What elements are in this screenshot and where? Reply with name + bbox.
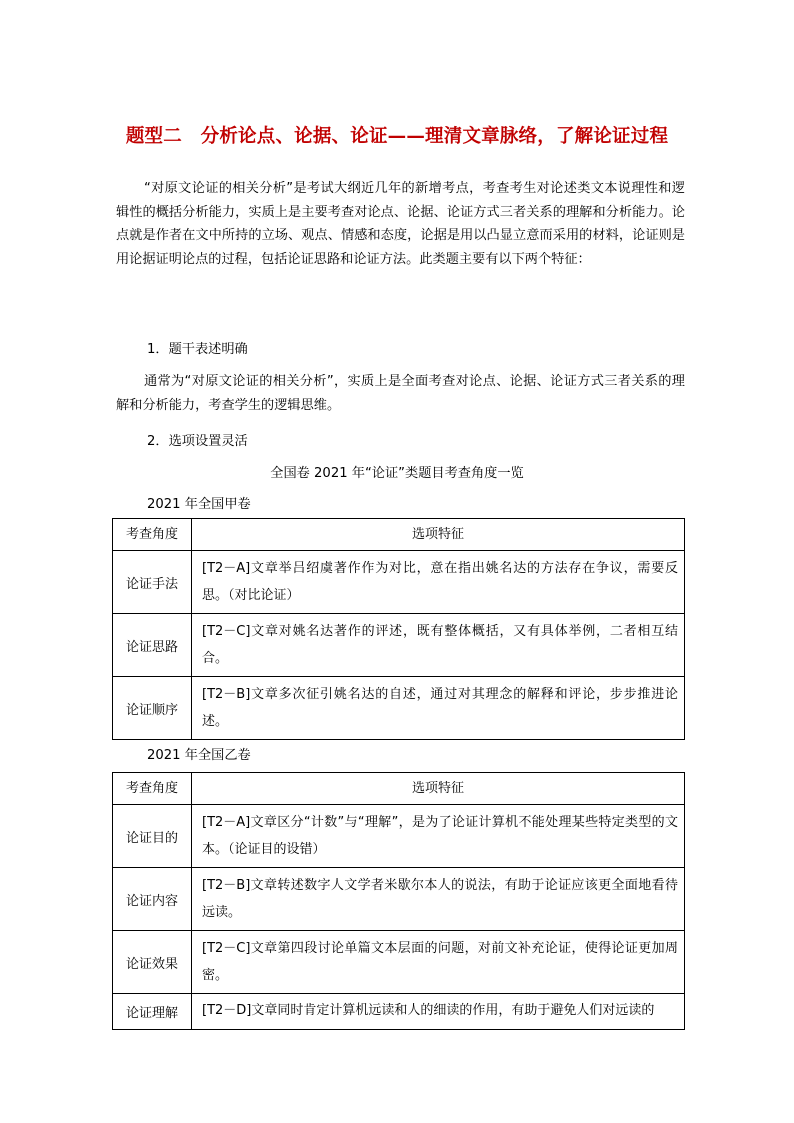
row-angle: 论证效果 [113,931,192,994]
table-row [113,994,685,1030]
row-angle: 论证内容 [113,868,192,931]
feature-2-heading: 2．选项设置灵活 [147,434,248,449]
table-row [113,551,685,614]
header-angle: 考查角度 [113,773,192,805]
row-angle: 论证思路 [113,614,192,677]
table-row [113,677,685,740]
header-feature: 选项特征 [192,773,685,805]
row-feature: [T2－A]文章举吕绍虞著作作为对比，意在指出姚名达的方法存在争议，需要反思。（对比论证） [192,551,685,614]
section-title: 题型二 分析论点、论据、论证——理清文章脉络，了解论证过程 [125,126,669,147]
table-header-row [113,519,685,551]
table-row [113,868,685,931]
row-angle: 论证理解 [113,994,192,1030]
feature-1-heading: 1．题干表述明确 [147,342,248,357]
header-feature: 选项特征 [192,519,685,551]
header-angle: 考查角度 [113,519,192,551]
row-angle: 论证手法 [113,551,192,614]
table-row [113,805,685,868]
table-jia-name: 2021 年全国甲卷 [147,497,251,512]
row-feature: [T2－A]文章区分“计数”与“理解”，是为了论证计算机不能处理某些特定类型的文本。（论证目的设错） [192,805,685,868]
table-caption: 全国卷 2021 年“论证”类题目考查角度一览 [270,466,524,481]
row-feature: [T2－B]文章转述数字人文学者米歇尔本人的说法，有助于论证应该更全面地看待远读。 [192,868,685,931]
row-angle: 论证目的 [113,805,192,868]
intro-paragraph: “对原文论证的相关分析”是考试大纲近几年的新增考点，考查考生对论述类文本说理性和逻辑性的概括分析能力，实质上是主要考查对论点、论据、论证方式三者关系的理解和分析能力。论点就是作者在文中所持的立场、观点、情感和态度，论据是用以凸显立意而采用的材料，论证则是用论据证明论点的过程，包括论证思路和论证方法。此类题主要有以下两个特征： [116,181,685,267]
table-row [113,931,685,994]
table-header-row [113,773,685,805]
row-feature: [T2－C]文章对姚名达著作的评述，既有整体概括，又有具体举例，二者相互结合。 [192,614,685,677]
row-feature: [T2－D]文章同时肯定计算机远读和人的细读的作用，有助于避免人们对远读的 [192,994,685,1030]
row-angle: 论证顺序 [113,677,192,740]
table-row [113,614,685,677]
row-feature: [T2－B]文章多次征引姚名达的自述，通过对其理念的解释和评论，步步推进论述。 [192,677,685,740]
feature-1-body: 通常为“对原文论证的相关分析”，实质上是全面考查对论点、论据、论证方式三者关系的理解和分析能力，考查学生的逻辑思维。 [116,374,685,413]
table-yi [112,772,685,1030]
table-yi-name: 2021 年全国乙卷 [147,748,251,763]
table-jia [112,518,685,740]
row-feature: [T2－C]文章第四段讨论单篇文本层面的问题，对前文补充论证，使得论证更加周密。 [192,931,685,994]
